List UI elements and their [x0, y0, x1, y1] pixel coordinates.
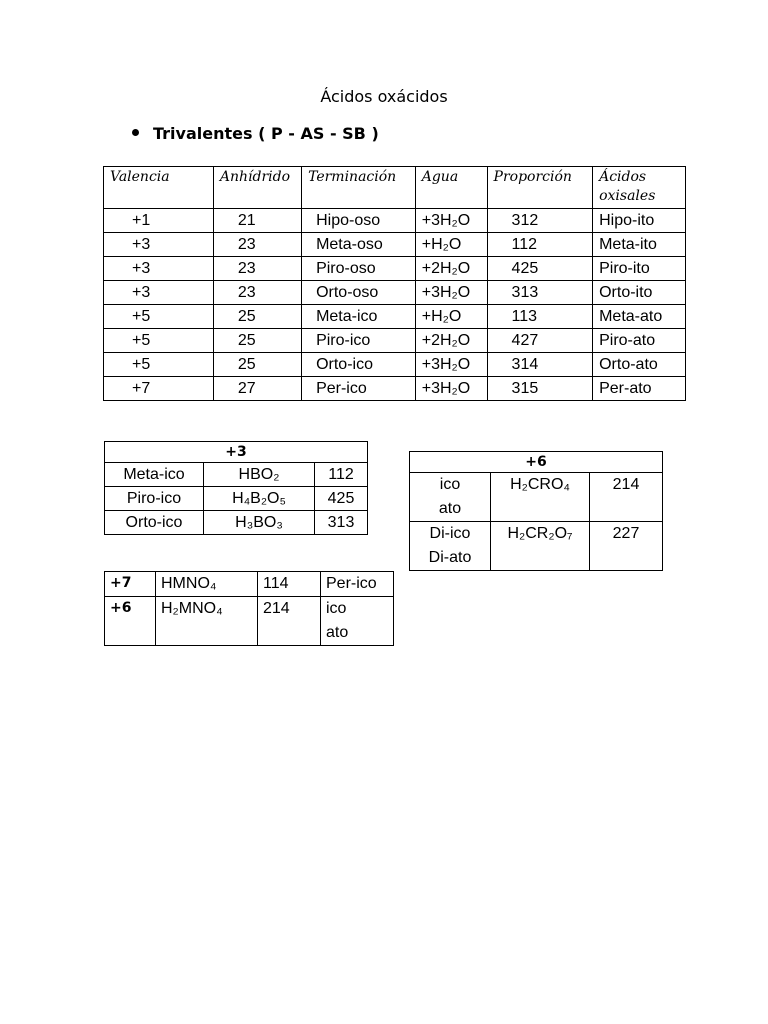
cell-acidos-oxisales: Orto-ato — [593, 353, 686, 377]
table-row — [105, 511, 368, 535]
cell-acidos-oxisales: Piro-ito — [593, 257, 686, 281]
cell-valencia: +7 — [104, 377, 214, 401]
bullet-icon — [132, 129, 139, 136]
cell-terminacion: Orto-ico — [302, 353, 416, 377]
cell-proporcion: 427 — [487, 329, 593, 353]
table-cell: 114 — [258, 572, 321, 597]
table-plus6-header: +6 — [410, 452, 663, 473]
cell-acidos-oxisales: Piro-ato — [593, 329, 686, 353]
cell-valencia: +1 — [104, 209, 214, 233]
cell-agua: +H₂O — [415, 233, 487, 257]
table-cell: H₂CRO₄ — [491, 473, 590, 522]
table-row — [410, 522, 663, 571]
cell-proporcion: 314 — [487, 353, 593, 377]
page-title: Ácidos oxácidos — [320, 87, 448, 106]
table-plus3-header: +3 — [105, 442, 368, 463]
cell-valencia: +5 — [104, 353, 214, 377]
table-plus6 — [409, 451, 663, 571]
cell-anhidrido: 23 — [213, 281, 301, 305]
table-row — [410, 473, 663, 522]
cell-anhidrido: 25 — [213, 353, 301, 377]
table-row — [104, 281, 686, 305]
cell-valencia: +5 — [104, 329, 214, 353]
cell-terminacion: Meta-oso — [302, 233, 416, 257]
header-proporcion: Proporción — [487, 167, 593, 209]
table-cell: Per-ico — [321, 572, 394, 597]
table-header-row — [105, 442, 368, 463]
cell-proporcion: 315 — [487, 377, 593, 401]
header-valencia: Valencia — [104, 167, 214, 209]
table-cell: Piro-ico — [105, 487, 204, 511]
table-cell: 227 — [590, 522, 663, 571]
cell-terminacion: Piro-oso — [302, 257, 416, 281]
table-row — [105, 463, 368, 487]
table-cell: H₄B₂O₅ — [204, 487, 315, 511]
main-acid-table — [103, 166, 686, 401]
header-terminacion: Terminación — [302, 167, 416, 209]
cell-proporcion: 313 — [487, 281, 593, 305]
cell-anhidrido: 27 — [213, 377, 301, 401]
cell-proporcion: 312 — [487, 209, 593, 233]
cell-line: ato — [438, 500, 462, 517]
table-row — [105, 597, 394, 646]
cell-terminacion: Orto-oso — [302, 281, 416, 305]
table-header-row — [104, 167, 686, 209]
header-agua: Agua — [415, 167, 487, 209]
table-cell: HBO₂ — [204, 463, 315, 487]
cell-acidos-oxisales: Per-ato — [593, 377, 686, 401]
cell-valencia: +3 — [104, 281, 214, 305]
table-cell: Meta-ico — [105, 463, 204, 487]
table-row — [104, 257, 686, 281]
bullet-text: Trivalentes ( P - AS - SB ) — [153, 124, 379, 143]
table-cell: +6 — [105, 597, 156, 646]
table-row — [104, 329, 686, 353]
table-header-row — [410, 452, 663, 473]
cell-agua: +3H₂O — [415, 281, 487, 305]
cell-agua: +H₂O — [415, 305, 487, 329]
table-row — [104, 377, 686, 401]
cell-terminacion: Hipo-oso — [302, 209, 416, 233]
cell-valencia: +3 — [104, 257, 214, 281]
table-row — [104, 305, 686, 329]
table-cell: 425 — [315, 487, 368, 511]
cell-proporcion: 425 — [487, 257, 593, 281]
cell-agua: +3H₂O — [415, 377, 487, 401]
bullet-item — [132, 124, 379, 143]
cell-valencia: +5 — [104, 305, 214, 329]
cell-valencia: +3 — [104, 233, 214, 257]
table-cell: 214 — [258, 597, 321, 646]
cell-anhidrido: 25 — [213, 305, 301, 329]
table-row — [105, 572, 394, 597]
table-row — [104, 209, 686, 233]
cell-line: ato — [326, 624, 349, 641]
table-cell — [410, 522, 491, 571]
cell-line: ico — [326, 600, 347, 617]
table-cell — [321, 597, 394, 646]
cell-acidos-oxisales: Meta-ito — [593, 233, 686, 257]
cell-terminacion: Meta-ico — [302, 305, 416, 329]
cell-anhidrido: 25 — [213, 329, 301, 353]
table-plus3 — [104, 441, 368, 535]
cell-terminacion: Piro-ico — [302, 329, 416, 353]
cell-proporcion: 112 — [487, 233, 593, 257]
table-row — [105, 487, 368, 511]
table-cell: HMNO₄ — [156, 572, 258, 597]
cell-terminacion: Per-ico — [302, 377, 416, 401]
cell-anhidrido: 21 — [213, 209, 301, 233]
table-cell: H₂CR₂O₇ — [491, 522, 590, 571]
table-cell: H₃BO₃ — [204, 511, 315, 535]
cell-agua: +2H₂O — [415, 329, 487, 353]
cell-line: Di-ico — [429, 525, 471, 542]
cell-acidos-oxisales: Hipo-ito — [593, 209, 686, 233]
cell-line: Di-ato — [428, 549, 472, 566]
cell-agua: +3H₂O — [415, 209, 487, 233]
cell-acidos-oxisales: Meta-ato — [593, 305, 686, 329]
cell-agua: +2H₂O — [415, 257, 487, 281]
cell-line: ico — [439, 476, 461, 493]
table-cell: H₂MNO₄ — [156, 597, 258, 646]
header-acidos-oxisales: Ácidos oxisales — [593, 167, 686, 209]
header-anhidrido: Anhídrido — [213, 167, 301, 209]
table-cell: 214 — [590, 473, 663, 522]
table-cell: +7 — [105, 572, 156, 597]
table-cell: 313 — [315, 511, 368, 535]
cell-anhidrido: 23 — [213, 257, 301, 281]
table-row — [104, 353, 686, 377]
table-row — [104, 233, 686, 257]
cell-acidos-oxisales: Orto-ito — [593, 281, 686, 305]
table-plus7-plus6 — [104, 571, 394, 646]
table-cell: 112 — [315, 463, 368, 487]
table-cell — [410, 473, 491, 522]
cell-anhidrido: 23 — [213, 233, 301, 257]
cell-agua: +3H₂O — [415, 353, 487, 377]
cell-proporcion: 113 — [487, 305, 593, 329]
table-cell: Orto-ico — [105, 511, 204, 535]
